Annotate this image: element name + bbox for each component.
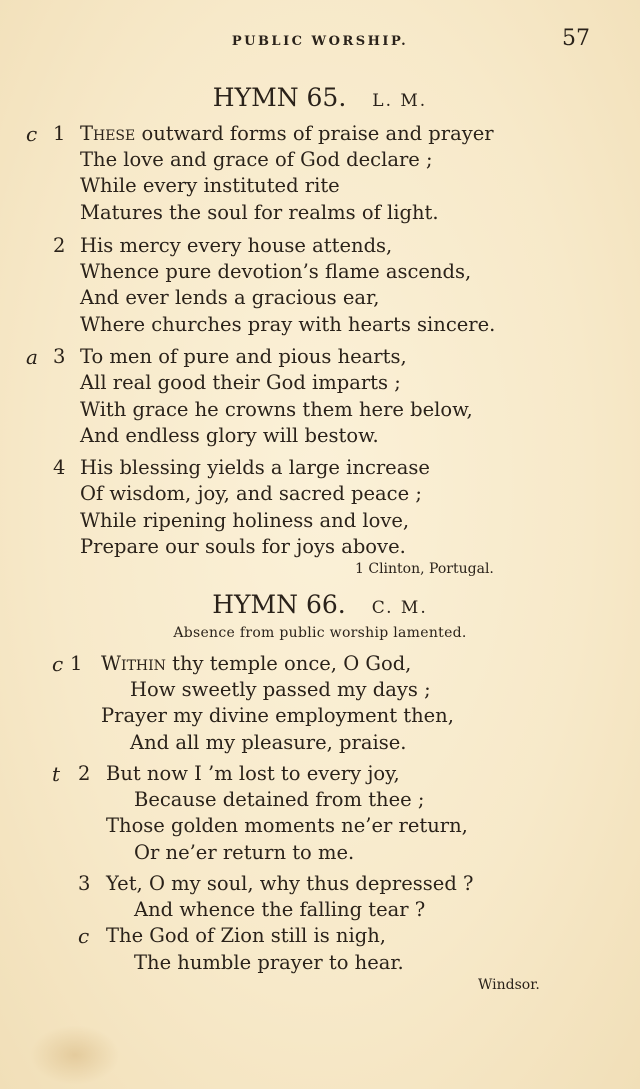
hymn-66-meter: C. M. [371,598,428,618]
verse-line: The humble prayer to hear. [134,951,404,974]
page-number: 57 [562,26,590,51]
verse-line: His mercy every house attends, [80,234,393,257]
verse-line: With grace he crowns them here below, [80,398,473,421]
hymn-65-title: HYMN 65. [212,83,347,112]
verse-line: Prepare our souls for joys above. [80,535,406,558]
verse-line: But now I ’m lost to every joy, [106,762,400,785]
verse-line: And all my pleasure, praise. [130,731,407,754]
verse-line: All real good their God imparts ; [80,371,401,394]
hymn-65-heading [0,83,640,112]
stanza-number: 2 [53,234,66,257]
verse-line: To men of pure and pious hearts, [80,345,407,368]
performance-mark: c [52,652,64,676]
stanza-number: 1 [70,652,83,675]
verse-line: The God of Zion still is nigh, [106,924,386,947]
verse-line: Within thy temple once, O God, [101,652,412,675]
performance-mark: c [78,924,90,948]
stanza-number: 1 [53,122,66,145]
verse-line: Of wisdom, joy, and sacred peace ; [80,482,422,505]
verse-line: And endless glory will bestow. [80,424,379,447]
performance-mark: a [26,345,38,369]
verse-line: Yet, O my soul, why thus depressed ? [106,872,474,895]
verse-line: And ever lends a gracious ear, [80,286,380,309]
verse-line: Those golden moments ne’er return, [106,814,468,837]
tune-name: Windsor. [478,977,540,993]
first-word: Within [101,652,166,675]
verse-line: The love and grace of God declare ; [80,148,433,171]
verse-line: While ripening holiness and love, [80,509,410,532]
first-word: These [80,122,136,145]
hymn-66-subtitle: Absence from public worship lamented. [173,625,467,641]
verse-line: Prayer my divine employment then, [101,704,454,727]
tune-names: 1 Clinton, Portugal. [355,561,494,577]
verse-line: These outward forms of praise and prayer [80,122,494,145]
stanza-number: 4 [53,456,66,479]
performance-mark: t [52,762,61,786]
hymn-66-title: HYMN 66. [212,590,346,619]
verse-line: Matures the soul for realms of light. [80,201,439,224]
performance-mark: c [26,122,38,146]
verse-line: His blessing yields a large increase [80,456,430,479]
verse-line: While every instituted rite [80,174,340,197]
stanza-number: 2 [78,762,91,785]
hymn-65-meter: L. M. [372,91,428,111]
running-title: PUBLIC WORSHIP. [231,34,409,49]
stanza-number: 3 [78,872,91,895]
verse-line: How sweetly passed my days ; [130,678,431,701]
verse-line: Or ne’er return to me. [134,841,355,864]
verse-line: And whence the falling tear ? [134,898,426,921]
verse-line: Because detained from thee ; [134,788,425,811]
verse-line: Whence pure devotion’s flame ascends, [80,260,472,283]
paper-stain [30,1025,120,1085]
stanza-number: 3 [53,345,66,368]
verse-line: Where churches pray with hearts sincere. [80,313,496,336]
hymn-66-heading [0,590,640,619]
